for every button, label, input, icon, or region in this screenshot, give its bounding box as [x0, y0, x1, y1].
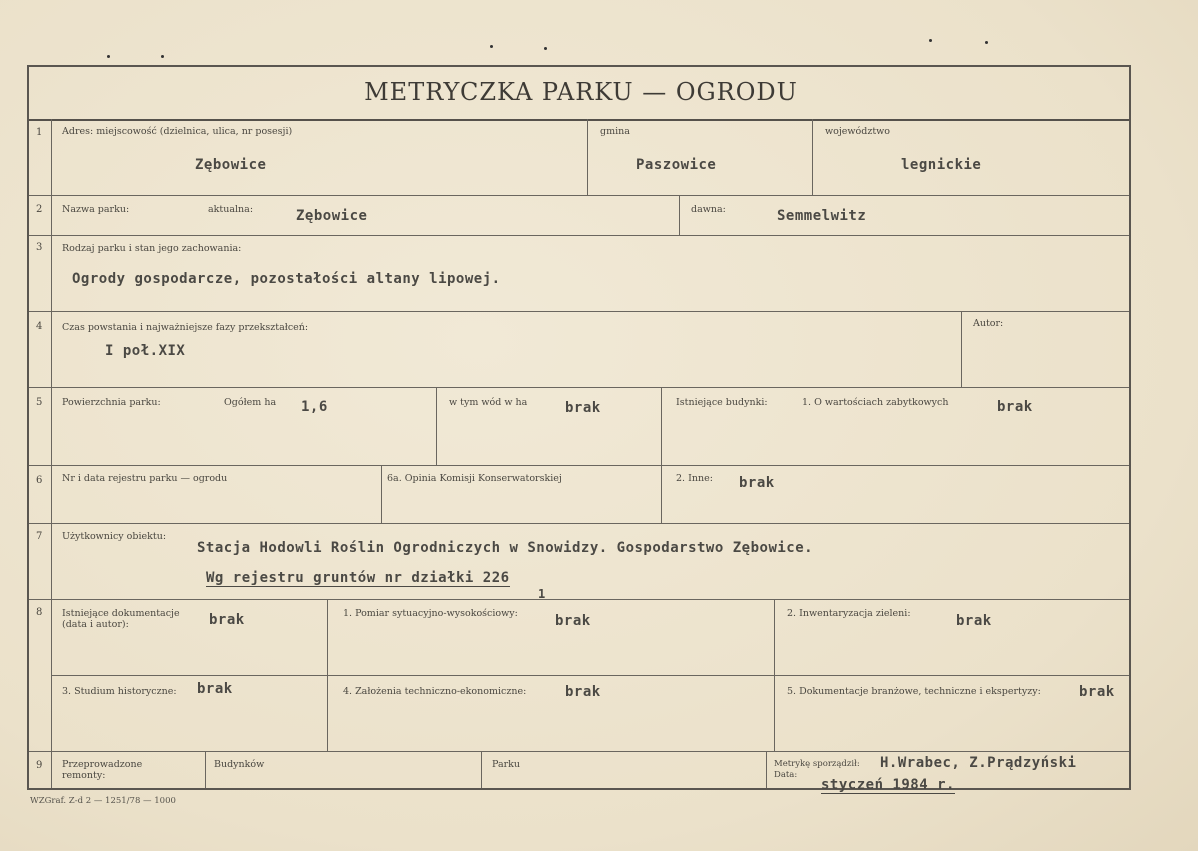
- park-record-form: [27, 65, 1131, 793]
- gmina-label: gmina: [600, 126, 630, 137]
- survey-label: 1. Pomiar sytuacyjno-wysokościowy:: [343, 608, 518, 619]
- area-label: Powierzchnia parku:: [62, 397, 161, 408]
- park-type-label: Rodzaj parku i stan jego zachowania:: [62, 243, 242, 254]
- heritage-label: 1. O wartościach zabytkowych: [802, 397, 949, 408]
- current-name-label: aktualna:: [208, 204, 254, 215]
- speck: [490, 45, 493, 48]
- speck: [544, 47, 547, 50]
- row-number: 5: [36, 397, 43, 408]
- row-divider: [29, 465, 1129, 466]
- origin-value: I poł.XIX: [105, 343, 186, 359]
- technical-assumptions-value: brak: [565, 684, 601, 700]
- col-divider: [679, 195, 680, 235]
- history-study-value: brak: [197, 681, 233, 697]
- col-divider: [205, 751, 206, 788]
- row-number: 2: [36, 204, 43, 215]
- branch-docs-label: 5. Dokumentacje branżowe, techniczne i ekspertyzy:: [787, 686, 1041, 697]
- number-column-line: [51, 119, 52, 788]
- other-label: 2. Inne:: [676, 473, 713, 484]
- greenery-value: brak: [956, 613, 992, 629]
- row-number: 9: [36, 760, 43, 771]
- row-divider: [51, 675, 1129, 676]
- address-label: Adres: miejscowość (dzielnica, ulica, nr posesji): [62, 126, 293, 137]
- row-divider: [29, 599, 1129, 600]
- users-line-2: Wg rejestru gruntów nr działki 226: [206, 570, 510, 586]
- docs-label-line2: (data i autor):: [62, 619, 129, 630]
- users-label: Użytkownicy obiektu:: [62, 531, 167, 542]
- register-label: Nr i data rejestru parku — ogrodu: [62, 473, 228, 484]
- col-divider: [661, 465, 662, 523]
- users-line-1: Stacja Hodowli Roślin Ogrodniczych w Snowidzy. Gospodarstwo Zębowice.: [197, 540, 814, 556]
- col-divider: [774, 599, 775, 751]
- other-value: brak: [739, 475, 775, 491]
- row-number: 8: [36, 607, 43, 618]
- row-number: 1: [36, 127, 43, 138]
- col-divider: [766, 751, 767, 788]
- water-area-value: brak: [565, 400, 601, 416]
- col-divider: [381, 465, 382, 523]
- park-name-label: Nazwa parku:: [62, 204, 130, 215]
- former-name-value: Semmelwitz: [777, 208, 867, 224]
- former-name-label: dawna:: [691, 204, 726, 215]
- row-number: 7: [36, 531, 43, 542]
- author-label: Autor:: [973, 318, 1004, 329]
- repairs-buildings-label: Budynków: [214, 759, 265, 770]
- col-divider: [961, 311, 962, 387]
- row-divider: [29, 387, 1129, 388]
- made-by-label: Metrykę sporządził:: [774, 759, 860, 769]
- total-area-label: Ogółem ha: [224, 397, 277, 408]
- repairs-label-line2: remonty:: [62, 770, 106, 781]
- gmina-value: Paszowice: [636, 157, 717, 173]
- row-number: 4: [36, 321, 43, 332]
- voivodeship-label: województwo: [825, 126, 891, 137]
- col-divider: [327, 599, 328, 751]
- row-divider: [29, 311, 1129, 312]
- col-divider: [661, 387, 662, 465]
- branch-docs-value: brak: [1079, 684, 1115, 700]
- col-divider: [436, 387, 437, 465]
- heritage-value: brak: [997, 399, 1033, 415]
- docs-label-line1: Istniejące dokumentacje: [62, 608, 180, 619]
- commission-opinion-label: 6a. Opinia Komisji Konserwatorskiej: [387, 473, 562, 484]
- current-name-value: Zębowice: [296, 208, 368, 224]
- row-number: 3: [36, 242, 43, 253]
- date-label: Data:: [774, 770, 798, 780]
- technical-assumptions-label: 4. Założenia techniczno-ekonomiczne:: [343, 686, 527, 697]
- col-divider: [587, 119, 588, 195]
- row-divider: [29, 119, 1129, 121]
- survey-value: brak: [555, 613, 591, 629]
- speck: [929, 39, 932, 42]
- date-value: styczeń 1984 r.: [821, 777, 955, 793]
- row-number: 6: [36, 475, 43, 486]
- col-divider: [812, 119, 813, 195]
- row-divider: [29, 751, 1129, 752]
- repairs-label-line1: Przeprowadzone: [62, 759, 143, 770]
- speck: [107, 55, 110, 58]
- speck: [985, 41, 988, 44]
- buildings-label: Istniejące budynki:: [676, 397, 768, 408]
- park-type-value: Ogrody gospodarcze, pozostałości altany lipowej.: [72, 271, 501, 287]
- speck: [161, 55, 164, 58]
- row-divider: [29, 523, 1129, 524]
- made-by-value: H.Wrabec, Z.Prądzyński: [880, 755, 1077, 771]
- form-title: METRYCZKA PARKU — OGRODU: [364, 78, 798, 106]
- voivodeship-value: legnickie: [901, 157, 982, 173]
- print-footer: WZGraf. Z-d 2 — 1251/78 — 1000: [30, 796, 176, 806]
- parcel-fraction-bottom: 1: [538, 587, 546, 601]
- greenery-label: 2. Inwentaryzacja zieleni:: [787, 608, 911, 619]
- history-study-label: 3. Studium historyczne:: [62, 686, 177, 697]
- col-divider: [481, 751, 482, 788]
- water-area-label: w tym wód w ha: [449, 397, 528, 408]
- address-value: Zębowice: [195, 157, 267, 173]
- row-divider: [29, 195, 1129, 196]
- repairs-park-label: Parku: [492, 759, 521, 770]
- total-area-value: 1,6: [301, 399, 328, 415]
- origin-label: Czas powstania i najważniejsze fazy przekształceń:: [62, 322, 309, 333]
- docs-value: brak: [209, 612, 245, 628]
- row-divider: [29, 235, 1129, 236]
